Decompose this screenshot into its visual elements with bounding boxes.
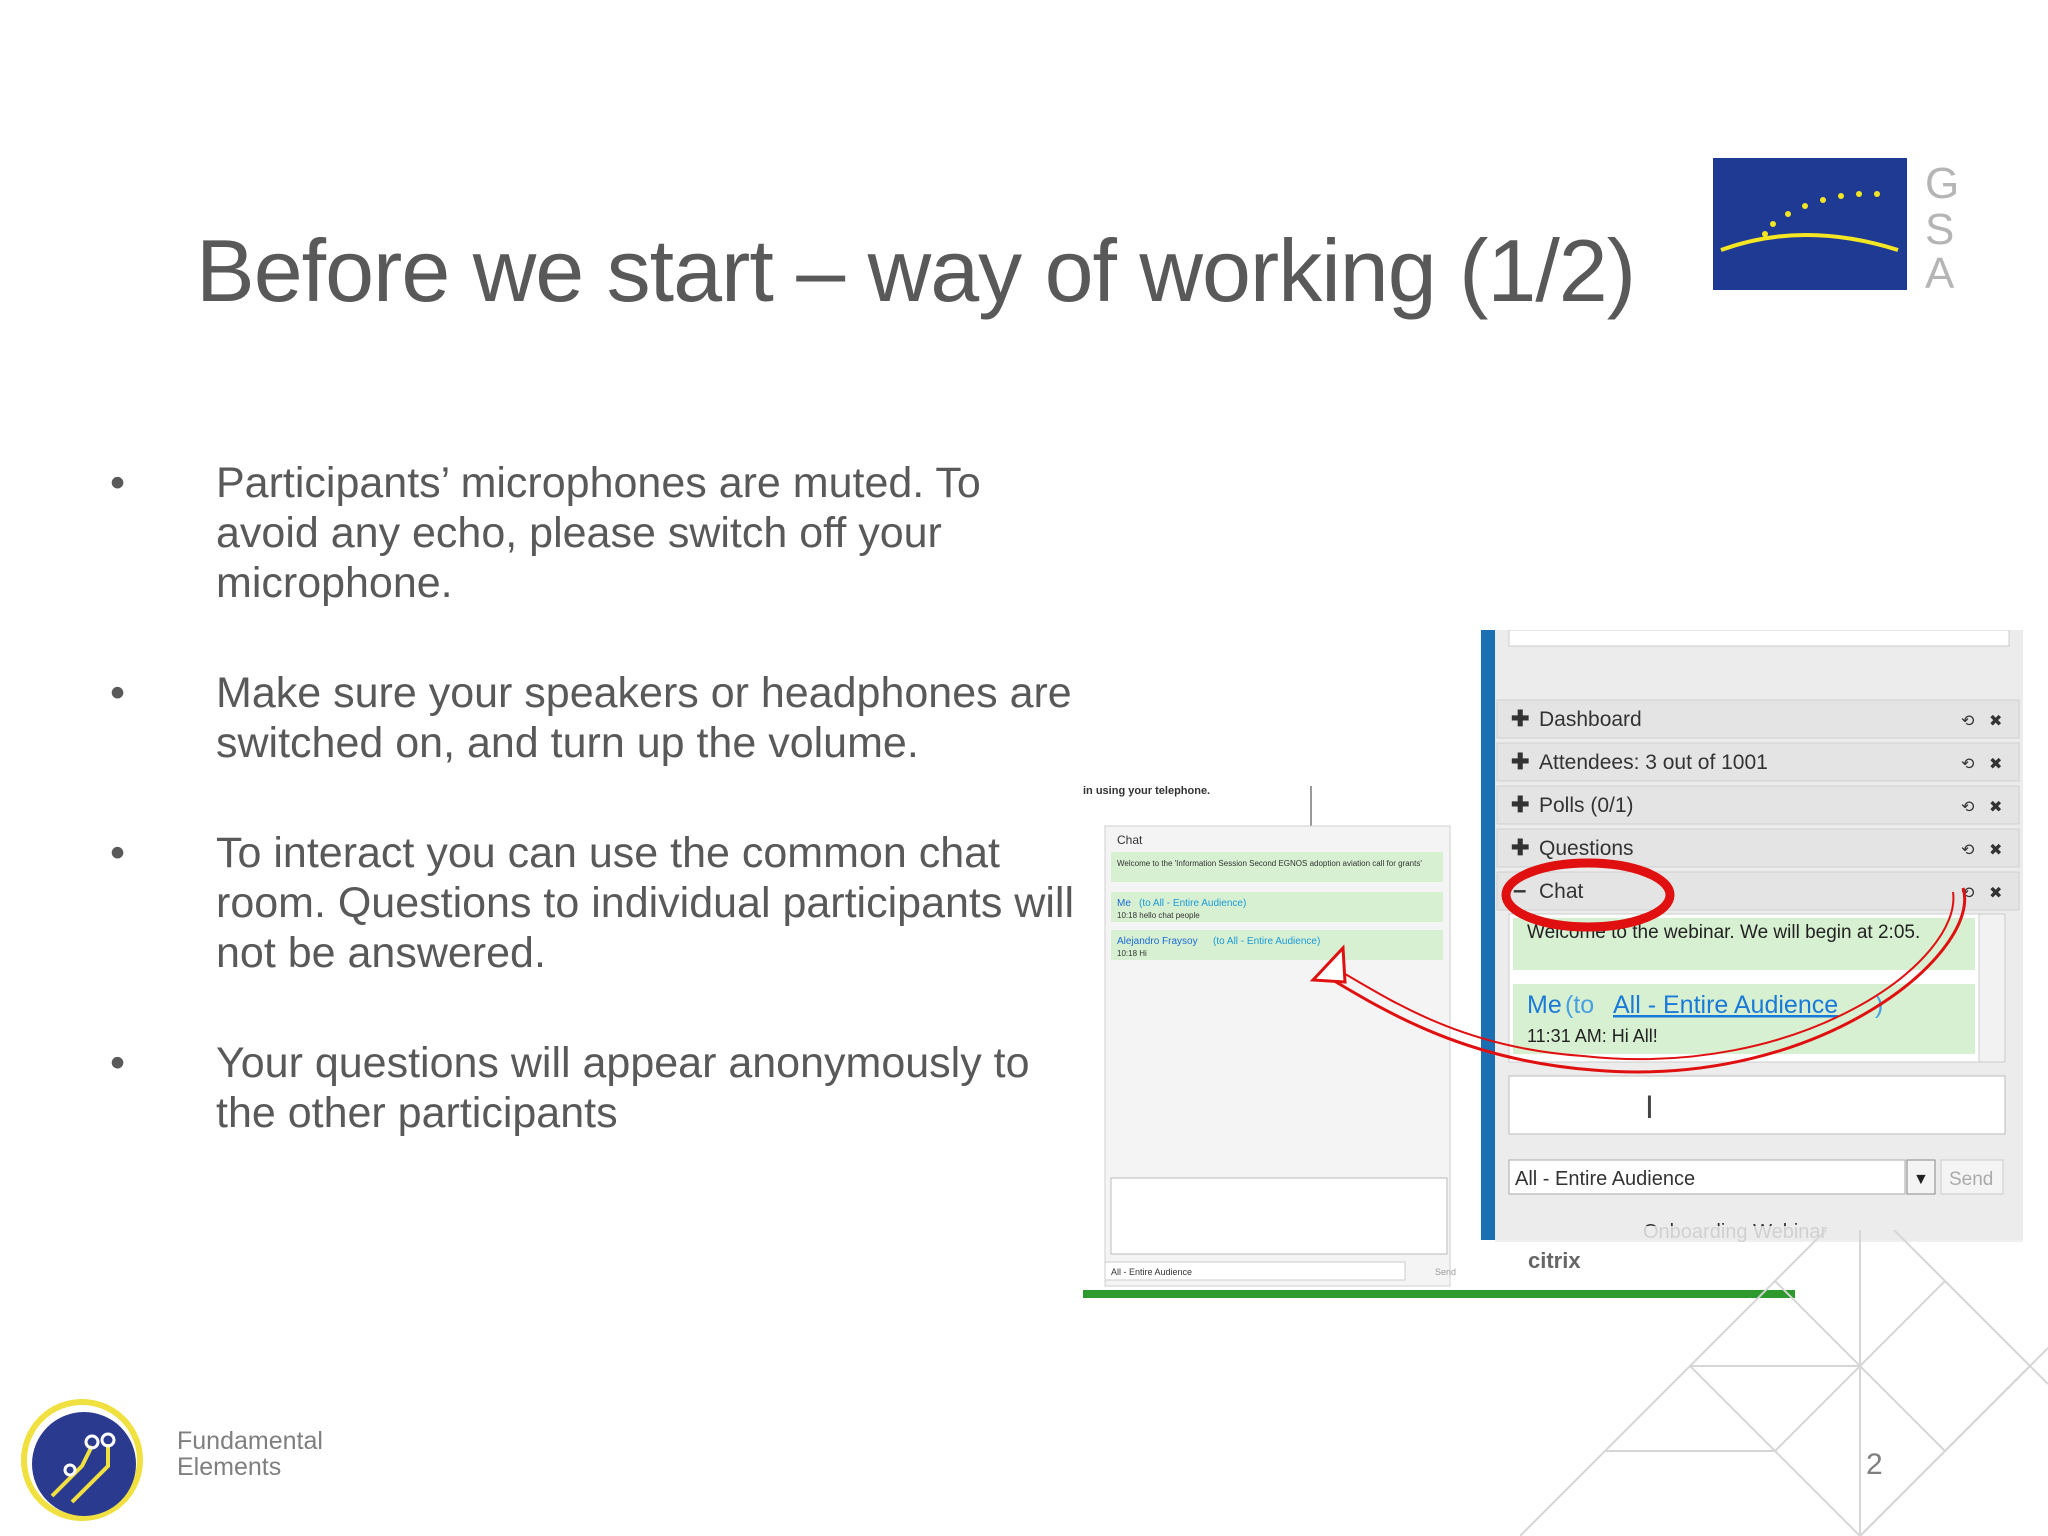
svg-text:✖: ✖	[1989, 842, 2003, 859]
fundamental-elements-logo-icon	[12, 1392, 162, 1522]
row-chat: Chat	[1539, 880, 1584, 903]
small-dropdown-text: All - Entire Audience	[1111, 1267, 1193, 1277]
bullet-marker: •	[110, 1039, 126, 1087]
citrix-logo: citrix	[1528, 1248, 1581, 1273]
gsa-letter-s: S	[1925, 205, 1955, 254]
bullet-text: Your questions will appear anonymously to the other participants	[216, 1039, 1030, 1137]
chat-scrollbar	[1979, 914, 2005, 1062]
large-msg2-time: 11:31 AM: Hi All!	[1527, 1026, 1658, 1046]
small-msg1-text: Welcome to the 'Information Session Second EGNOS adoption aviation call for grants'	[1117, 859, 1422, 868]
bullet-marker: •	[110, 669, 126, 717]
svg-text:✖: ✖	[1989, 799, 2003, 816]
small-send-button: Send	[1435, 1267, 1457, 1277]
row-polls: Polls (0/1)	[1539, 794, 1634, 817]
gsa-letter-g: G	[1925, 159, 1960, 208]
large-dropdown-text: All - Entire Audience	[1515, 1168, 1696, 1190]
eu-flag-block	[1713, 158, 1907, 290]
bullet-marker: •	[110, 459, 126, 507]
large-msg2-to-suffix: )	[1875, 991, 1884, 1019]
svg-text:⟲: ⟲	[1961, 842, 1975, 859]
svg-text:▼: ▼	[1913, 1171, 1929, 1188]
gsa-letter-a: A	[1925, 249, 1955, 290]
svg-text:⟲: ⟲	[1961, 885, 1975, 902]
svg-text:⟲: ⟲	[1961, 713, 1975, 730]
svg-text:✚: ✚	[1511, 835, 1530, 860]
footer-brand-line2: Elements	[177, 1453, 282, 1481]
bullet-marker: •	[110, 829, 126, 877]
large-chat-input	[1509, 1076, 2005, 1134]
svg-text:✚: ✚	[1511, 706, 1530, 731]
bullet-item	[110, 668, 1080, 768]
large-msg1-text: Welcome to the webinar. We will begin at 2:05.	[1527, 922, 1921, 943]
phone-text: in using your telephone.	[1083, 785, 1211, 797]
footer-brand-line1: Fundamental	[177, 1427, 323, 1455]
svg-text:–: –	[1513, 877, 1527, 904]
bullet-item	[110, 1038, 1080, 1138]
gsa-logo	[1713, 158, 1970, 290]
small-msg3-time: 10:18 Hi	[1117, 949, 1147, 958]
bullet-text: Participants’ microphones are muted. To avoid any echo, please switch off your microphone.	[216, 459, 981, 607]
svg-text:✚: ✚	[1511, 749, 1530, 774]
small-msg2-from: Me	[1117, 898, 1131, 909]
bullet-list	[110, 458, 1080, 1198]
small-chat-header: Chat	[1117, 833, 1143, 847]
svg-text:✖: ✖	[1989, 756, 2003, 773]
webinar-screenshot	[1083, 630, 2023, 1302]
svg-text:⟲: ⟲	[1961, 799, 1975, 816]
footer-brand-text	[177, 1428, 323, 1480]
svg-text:✖: ✖	[1989, 885, 2003, 902]
svg-text:✖: ✖	[1989, 713, 2003, 730]
small-msg3-to: (to All - Entire Audience)	[1213, 936, 1321, 947]
small-chat-input	[1111, 1178, 1447, 1254]
large-msg2-from: Me	[1527, 991, 1562, 1019]
bullet-text: Make sure your speakers or headphones are switched on, and turn up the volume.	[216, 669, 1072, 767]
panel-blue-edge	[1481, 630, 1495, 1240]
bullet-item	[110, 458, 1080, 608]
decorative-triangle-pattern	[1520, 1230, 2048, 1536]
large-msg2-to-prefix: (to	[1565, 991, 1595, 1019]
svg-text:⟲: ⟲	[1961, 756, 1975, 773]
page-number: 2	[1866, 1448, 1883, 1481]
small-msg2-to: (to All - Entire Audience)	[1139, 898, 1247, 909]
large-msg2-to-link: All - Entire Audience	[1613, 991, 1839, 1019]
small-msg3-from: Alejandro Fraysoy	[1117, 936, 1198, 947]
svg-text:✚: ✚	[1511, 792, 1530, 817]
small-msg2-time: 10:18 hello chat people	[1117, 911, 1200, 920]
large-send-text: Send	[1949, 1169, 1994, 1190]
slide-title: Before we start – way of working (1/2)	[196, 221, 1636, 320]
text-cursor-icon: I	[1645, 1089, 1654, 1125]
row-attendees: Attendees: 3 out of 1001	[1539, 751, 1768, 774]
bullet-text: To interact you can use the common chat room. Questions to individual participants will not be answered.	[216, 829, 1075, 977]
row-dashboard: Dashboard	[1539, 708, 1642, 731]
row-questions: Questions	[1539, 837, 1634, 860]
bullet-item	[110, 828, 1080, 978]
